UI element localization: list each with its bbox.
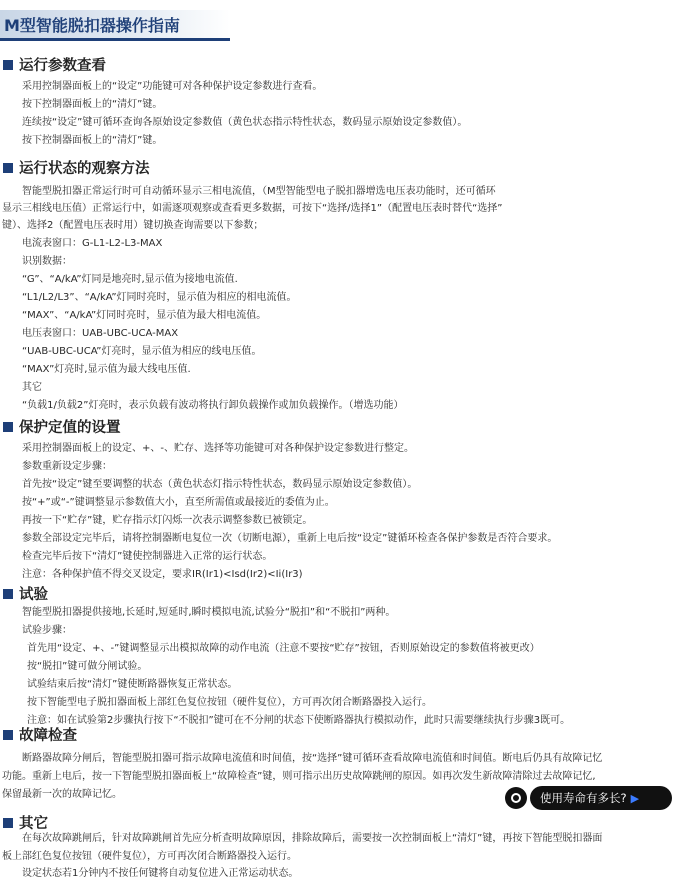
- text-line: “L1/L2/L3”、“A/kA”灯同时亮时，显示值为相应的相电流值。: [22, 292, 297, 303]
- text-line: “G”、“A/kA”灯同是地亮时,显示值为接地电流值.: [22, 274, 238, 285]
- section-title: 其它: [19, 816, 48, 832]
- text-line: 试验结束后按“清灯”键使断路器恢复正常状态。: [27, 679, 238, 690]
- section-bullet-icon: [3, 422, 13, 432]
- text-line: 其它: [22, 382, 42, 393]
- text-line: 首先按“设定”键至要调整的状态（黄色状态灯指示特性状态，数码显示原始设定参数值）。: [22, 479, 418, 490]
- text-line: 智能型脱扣器提供接地,长延时,短延时,瞬时模拟电流,试验分“脱扣”和“不脱扣”两种。: [22, 607, 396, 618]
- text-line: 识别数据：: [22, 256, 72, 267]
- text-line: “UAB-UBC-UCA”灯亮时，显示值为相应的线电压值。: [22, 346, 262, 357]
- text-line: 按下控制器面板上的“清灯”键。: [22, 135, 163, 146]
- text-line: “MAX”灯亮时,显示值为最大线电压值.: [22, 364, 191, 375]
- text-line: “负载1/负载2”灯亮时，表示负载有波动将执行卸负载操作或加负载操作。（增选功能）: [22, 400, 404, 411]
- section-protection-settings: [0, 416, 693, 580]
- text-line: 按“+”或“-”键调整显示参数值大小，直至所需值或最接近的委值为止。: [22, 497, 335, 508]
- text-line: “MAX”、“A/kA”灯同时亮时，显示值为最大相电流值。: [22, 310, 267, 321]
- section-other: [0, 812, 693, 879]
- section-test: [0, 583, 693, 726]
- lifespan-question-button[interactable]: [530, 786, 672, 810]
- text-line: 显示三相线电压值）正常运行中，如需逐项观察或查看更多数据，可按下“选择/选择1”（配置电压表时替代“选择”: [2, 203, 503, 214]
- text-line: 采用控制器面板上的设定、+、-、贮存、选择等功能键可对各种保护设定参数进行整定。: [22, 443, 414, 454]
- text-line: 智能型脱扣器正常运行时可自动循环显示三相电流值，（M型智能型电子脱扣器增选电压表功能时，还可循环: [22, 186, 496, 197]
- section-title: 试验: [19, 587, 48, 603]
- text-line: 连续按“设定”键可循环查询各原始设定参数值（黄色状态指示特性状态，数码显示原始设定参数值）。: [22, 117, 468, 128]
- text-line: 按“脱扣”键可做分闸试验。: [27, 661, 148, 672]
- text-line: 设定状态若1分钟内不按任何键将自动复位进入正常运动状态。: [22, 868, 299, 879]
- pill-label: 使用寿命有多长?: [540, 791, 627, 805]
- text-line: 注意：如在试验第2步骤执行按下“不脱扣”键可在不分闸的状态下使断路器执行模拟动作，此时只需要继续执行步骤3既可。: [27, 715, 571, 726]
- text-line: 注意：各种保护值不得交叉设定，要求IR(Ir1)<Isd(Ir2)<Ii(Ir3): [22, 569, 303, 580]
- doc-title-banner: [0, 10, 230, 44]
- section-bullet-icon: [3, 163, 13, 173]
- text-line: 电流表窗口：G-L1-L2-L3-MAX: [22, 238, 163, 249]
- section-title: 保护定值的设置: [19, 420, 121, 436]
- play-arrow-icon: ▶: [630, 792, 640, 805]
- text-line: 电压表窗口：UAB-UBC-UCA-MAX: [22, 328, 179, 339]
- section-title: 故障检查: [19, 728, 77, 744]
- text-line: 参数重新设定步骤：: [22, 461, 112, 472]
- text-line: 检查完毕后按下“清灯”键使控制器进入正常的运行状态。: [22, 551, 273, 562]
- text-line: 功能。重新上电后，按一下智能型脱扣器面板上“故障检查”键，则可指示出历史故障跳闸的原因。如再次发生新故障清除过去故障记忆,: [2, 771, 596, 782]
- text-line: 采用控制器面板上的“设定”功能键可对各种保护设定参数进行查看。: [22, 81, 323, 92]
- text-line: 板上部红色复位按钮（硬件复位），方可再次闭合断路器投入运行。: [2, 851, 297, 862]
- doc-title: M型智能脱扣器操作指南: [4, 16, 180, 35]
- section-title: 运行状态的观察方法: [19, 161, 150, 177]
- text-line: 按下控制器面板上的“清灯”键。: [22, 99, 163, 110]
- text-line: 首先用“设定、+、-”键调整显示出模拟故障的动作电流（注意不要按“贮存”按钮，否则原始设定的参数值将被更改）: [27, 643, 540, 654]
- text-line: 再按一下“贮存”键，贮存指示灯闪烁一次表示调整参数已被锁定。: [22, 515, 313, 526]
- section-bullet-icon: [3, 818, 13, 828]
- assistant-icon[interactable]: [505, 787, 527, 809]
- title-underline: [0, 38, 230, 41]
- text-line: 键）、选择2（配置电压表时用）键切换查询需要以下参数；: [2, 220, 264, 231]
- text-line: 参数全部设定完毕后，请将控制器断电复位一次（切断电源），重新上电后按“设定”键循环检查各保护参数是否符合要求。: [22, 533, 558, 544]
- section-title: 运行参数查看: [19, 58, 106, 74]
- text-line: 保留最新一次的故障记忆。: [2, 789, 122, 800]
- section-bullet-icon: [3, 730, 13, 740]
- section-view-params: [0, 54, 693, 146]
- text-line: 断路器故障分闸后，智能型脱扣器可指示故障电流值和时间值，按“选择”键可循环查看故障电流值和时间值。断电后仍具有故障记忆: [22, 753, 603, 764]
- text-line: 按下智能型电子脱扣器面板上部红色复位按钮（硬件复位），方可再次闭合断路器投入运行。: [27, 697, 432, 708]
- text-line: 在每次故障跳闸后，针对故障跳闸首先应分析查明故障原因，排除故障后，需要按一次控制面板上“清灯”键，再按下智能型脱扣器面: [22, 833, 603, 844]
- section-bullet-icon: [3, 60, 13, 70]
- section-bullet-icon: [3, 589, 13, 599]
- text-line: 试验步骤：: [22, 625, 72, 636]
- section-status-observe: [0, 157, 693, 411]
